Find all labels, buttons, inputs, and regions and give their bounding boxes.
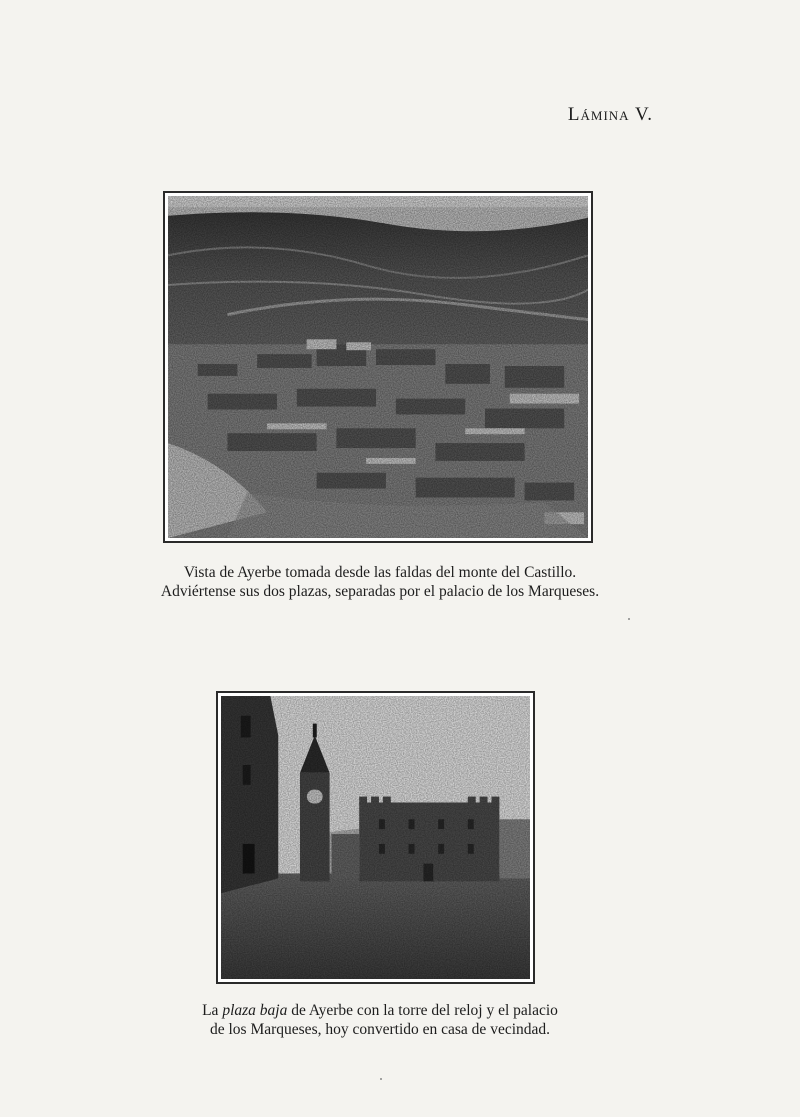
page-speck xyxy=(380,1078,382,1080)
caption-line: Vista de Ayerbe tomada desde las faldas del monte del Castillo. xyxy=(183,564,577,581)
caption-line xyxy=(120,1001,640,1020)
caption-line: de los Marqueses, hoy convertido en casa de vecindad. xyxy=(209,1021,551,1038)
figure-1-caption xyxy=(100,563,660,601)
figure-2-caption xyxy=(120,1001,640,1039)
caption-italic-text: plaza baja xyxy=(222,1002,288,1019)
plate-label: Lámina V. xyxy=(567,104,653,125)
town-aerial-photo xyxy=(163,191,593,543)
plaza-photo xyxy=(216,691,535,984)
page-speck xyxy=(628,618,630,620)
caption-line: Adviértense sus dos plazas, separadas por el palacio de los Marqueses. xyxy=(160,583,600,600)
caption-text: La xyxy=(202,1002,223,1019)
caption-text: de Ayerbe con la torre del reloj y el palacio xyxy=(287,1002,558,1019)
